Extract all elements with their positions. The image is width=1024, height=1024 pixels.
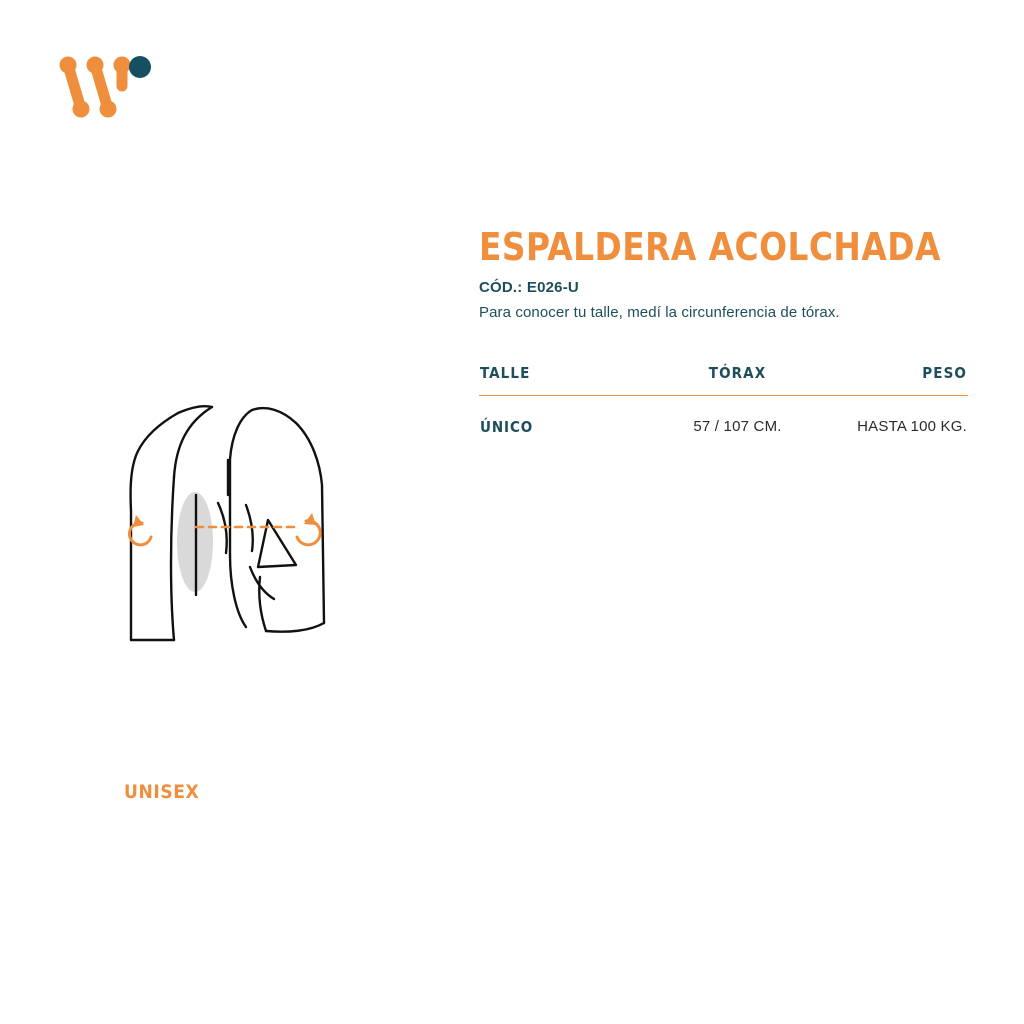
cell-torax: 57 / 107 CM.: [693, 418, 782, 436]
table-header-row: [479, 363, 968, 396]
gender-label: UNISEX: [124, 781, 200, 803]
torso-measuring-chest-illustration: [100, 355, 410, 665]
brand-logo-mark: [55, 52, 165, 122]
product-info-panel: [479, 225, 969, 437]
column-header-talle: TALLE: [479, 363, 649, 396]
column-header-torax: TÓRAX: [649, 363, 826, 396]
cell-peso: HASTA 100 KG.: [857, 418, 967, 436]
table-row: [479, 395, 968, 437]
cell-talle: ÚNICO: [480, 417, 534, 436]
column-header-peso: PESO: [826, 363, 968, 396]
brand-logo: [55, 52, 165, 122]
product-code: CÓD.: E026-U: [479, 278, 579, 296]
product-description: Para conocer tu talle, medí la circunferencia de tórax.: [479, 303, 840, 321]
page-title: ESPALDERA ACOLCHADA: [479, 225, 941, 269]
size-table: [479, 363, 968, 437]
